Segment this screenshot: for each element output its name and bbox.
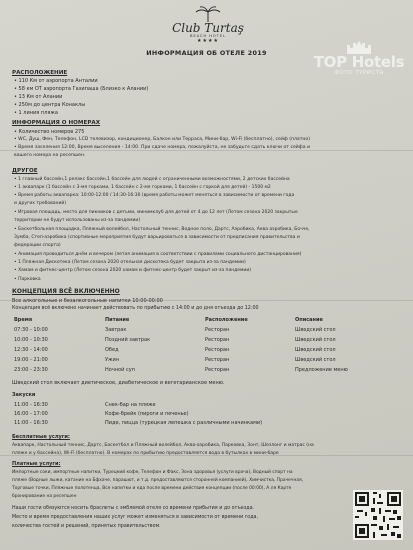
palm-emblem-icon	[193, 6, 223, 22]
paid-services-heading: Платные услуги:	[12, 461, 61, 467]
rooms-item: • Время заселения 12:00, Время выселения - 14:00. При сдаче номера, пожалуйста, не забудьте сдать ключи от сейфа и	[14, 145, 310, 150]
other-item: • Парковка	[14, 277, 41, 282]
other-item: и других требований)	[14, 201, 67, 206]
snack-name: Снек-бар на пляже	[105, 402, 156, 408]
meal-name: Ночной суп	[105, 367, 135, 373]
meal-location: Ресторан	[205, 327, 230, 333]
meal-description: Предложение меню	[295, 367, 348, 373]
watermark-sub: ФОТО ТУРИСТА	[334, 70, 384, 76]
snack-name: Кофе-брейк (пироги и печенье)	[105, 411, 189, 417]
meal-description: Шведский стол	[295, 327, 336, 333]
other-heading: ДРУГОЕ	[12, 168, 38, 174]
other-item: • Баскетбольная площадка, Пляжный волейбол, Настольный теннис, Водное поло, Дартс, Аэробика, Аква аэробика, Бочче,	[14, 227, 310, 232]
all-inclusive-intro: Концепция всё включено начинает действовать по прибытию с 14:00 и до дня отъезда до 12:00	[12, 306, 259, 311]
paid-services-text: пляже (Водные лыжи, катание на Бфхаче, парашют, и т.д. предоставляются сторонней компанией), Химчистка, Прачечная,	[12, 478, 304, 483]
other-item: • 1 главный бассейн,1 релакс бассейн,1 бассейн для людей с ограниченными возможностями, 2 детских бассейна	[14, 177, 290, 182]
other-item: • 1 Пляжная Дискотека (Летом сезона 2020 отельная дискотека будет закрыта из-за пандемии)	[14, 260, 246, 265]
snack-time: 11:00 - 16:30	[14, 402, 48, 408]
paid-services-text: Торговые точки, Пляжные полотенца, Все напитки и еда после времени действия концепции (после 00:00), А ля Карте	[12, 486, 292, 491]
snack-time: 16:00 - 17:00	[14, 411, 48, 417]
paid-services-text: Импортные соки, импортные напитки, Турецкий кофе, Телефон и Факс, Зона здоровья (услуги врача), Водный спорт на	[12, 470, 293, 475]
meal-time: 19:00 - 21:00	[14, 357, 48, 363]
hotel-logo	[148, 6, 268, 44]
table-header-location: Расположение	[205, 317, 248, 323]
other-item: • Анимация проводиться днём и вечером (летая анимация в соответствии с правилами социального дистанцирования)	[14, 252, 302, 257]
meal-location: Ресторан	[205, 367, 230, 373]
footer-note: Место и время предоставления наших услуг может изменяться в зависимости от времени года,	[12, 515, 259, 520]
other-item: • Хамам и фитнес-центр (Летом сезона 2020 хамам и фитнес-центр будет закрыт из-за пандемии)	[14, 268, 252, 273]
meal-time: 07:30 - 10:00	[14, 327, 48, 333]
table-header-description: Описание	[295, 317, 323, 323]
paid-services-text: бронирование на ресепшен	[12, 494, 77, 499]
meal-description: Шведский стол	[295, 337, 336, 343]
meal-name: Ужин	[105, 357, 120, 363]
other-item: • Время работы аквапарка: 10:00-12:00 / 14:30-16:30 (время работы может меняться в зависимости от времени года	[14, 193, 295, 198]
snack-name: Пиде, пицца (турецкая лепешка с различными начинками)	[105, 420, 263, 426]
meal-time: 12:30 - 14:00	[14, 347, 48, 353]
free-services-text: пляже и у бассейна), Wi-Fi (бесплатно). В номерах по прибытию предоставляется вода в бутылках в мини-баре	[12, 451, 279, 456]
other-item: федерации спорта)	[14, 243, 61, 248]
other-item: • 1 аквапарк (1 бассейн с 3-мя горками, 1 бассейн с 2-мя горками, 1 бассейн с горкой для детей) - 1500 м2	[14, 185, 271, 190]
other-item: Зумба, Степ-аэробика (спортивные мероприятия будут варьироваться в зависимости от предписания правительства и	[14, 235, 300, 240]
meal-name: Обед	[105, 347, 119, 353]
footer-note: Наши гости обязуются носить браслеты с эмблемой отеля со времени прибытия и до отъезда.	[12, 506, 255, 511]
qr-code-icon	[353, 490, 403, 540]
location-item: • 250м до центра Конаклы	[14, 102, 86, 108]
logo-subtitle: BEACH HOTEL	[190, 34, 226, 38]
meal-time: 23:00 - 23:30	[14, 367, 48, 373]
footer-note: количества гостей и решений, принятых правительством.	[12, 524, 161, 529]
other-item: территории не будут использованы из-за пандемии)	[14, 218, 141, 223]
snacks-heading: Закуски	[12, 392, 36, 398]
document-title: ИНФОРМАЦИЯ ОБ ОТЕЛЕ 2019	[146, 49, 267, 57]
meal-time: 10:00 - 10:30	[14, 337, 48, 343]
location-item: • 13 Км от Алании	[14, 94, 63, 100]
meal-location: Ресторан	[205, 347, 230, 353]
rooms-item: вашего номера на ресепшен.	[14, 153, 86, 158]
location-heading: РАСПОЛОЖЕНИЕ	[12, 70, 68, 76]
watermark-main: TOP Hotels	[313, 53, 405, 71]
free-services-text: Аквапарк, Настольный теннис, Дартс, Баскетбол и Пляжный волейбол, Аква-аэробика, Парковка, Зонт, Шезлонг и матрас (на	[12, 443, 314, 448]
rooms-heading: ИНФОРМАЦИЯ О НОМЕРАХ	[12, 120, 101, 126]
meal-location: Ресторан	[205, 337, 230, 343]
location-item: • 110 Км от аэропорта Анталии	[14, 78, 98, 84]
meal-description: Шведский стол	[295, 357, 336, 363]
buffet-note: Шведский стол включает диетическое, диабетическое и вегетарианское меню.	[12, 380, 225, 386]
location-item: • 1 линия пляжа	[14, 110, 58, 116]
all-inclusive-intro: Все алкогольные и безалкогольные напитки 10:00-00:00	[12, 298, 163, 304]
table-header-meal: Питание	[105, 317, 130, 323]
table-header-time: Время	[14, 317, 33, 323]
rooms-item: • WC, Душ, Фен, Телефон, LCD телевизор, кондиционер, Балкон или Терраса, Мини-бар, Wi-Fi (бесплатно), сейф (платно)	[14, 137, 311, 142]
meal-name: Поздний завтрак	[105, 337, 151, 343]
other-item: • Игровая площадь, место для пикников с детьми, минимклуб для детей от 4 до 12 лет (Летом сезона 2020 закрытые	[14, 210, 298, 215]
meal-name: Завтрак	[105, 327, 127, 333]
all-inclusive-heading: КОНЦЕПЦИЯ ВСЁ ВКЛЮЧЕННО	[12, 288, 120, 295]
castle-icon	[344, 40, 374, 54]
snack-time: 11:00 - 16:30	[14, 420, 48, 426]
meal-location: Ресторан	[205, 357, 230, 363]
rooms-item: • Количество номеров 275	[14, 129, 85, 135]
tophotels-watermark	[309, 40, 409, 77]
logo-brand: Club Turtaş	[172, 21, 244, 35]
logo-stars: ★★★★	[197, 38, 219, 44]
meal-description: Шведский стол	[295, 347, 336, 353]
location-item: • 58 км ОТ аэропорта Газипаша (Близко к Алании)	[14, 86, 149, 92]
free-services-heading: Бесплатные услуги:	[12, 434, 70, 440]
